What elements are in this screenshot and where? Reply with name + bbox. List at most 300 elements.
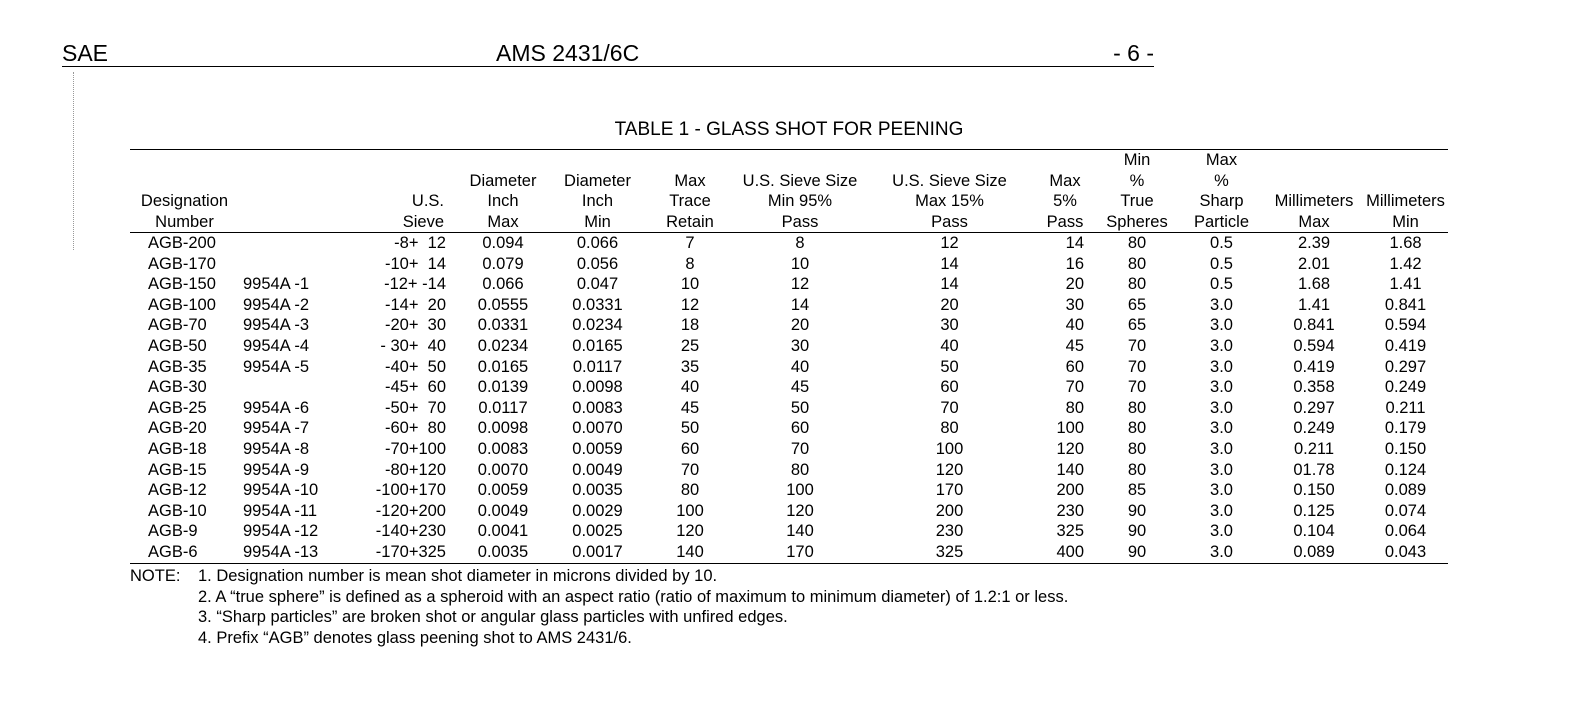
cell-max-trace-retain: 120: [676, 522, 704, 541]
cell-max-trace-retain: 18: [680, 316, 700, 335]
cell-diameter-min: 0.0234: [572, 316, 623, 335]
header-line: [1265, 171, 1363, 192]
cell-sieve-min-95: 8: [795, 234, 805, 252]
cell-diameter-max: 0.0049: [477, 501, 529, 520]
cell-us-sieve: -170+325: [375, 542, 446, 561]
cell-alt-designation: 9954A -5: [243, 357, 310, 376]
cell-min-true-spheres: 80: [1127, 460, 1147, 479]
cell-designation: AGB-100: [148, 295, 216, 314]
cell-designation: AGB-200: [148, 234, 216, 252]
header-line: [865, 150, 1034, 171]
cell-us-sieve: -12+ -14: [384, 275, 446, 294]
cell-max-sharp-particle: 0.5: [1210, 275, 1233, 294]
cell-max-trace-retain: 40: [680, 378, 700, 397]
cell-max-sharp-particle: 3.0: [1210, 460, 1233, 479]
cell-max-5-pass: 20: [1065, 275, 1084, 294]
cell-diameter-min: 0.056: [576, 254, 619, 273]
cell-designation: AGB-35: [148, 357, 207, 376]
cell-alt-designation: 9954A -10: [243, 481, 319, 500]
cell-designation: AGB-30: [148, 378, 207, 397]
cell-diameter-max: 0.0083: [477, 439, 529, 458]
cell-us-sieve: -20+ 30: [384, 316, 446, 335]
header-line: [339, 171, 444, 192]
cell-mm-min: 0.089: [1384, 481, 1427, 500]
column-header-diameter-min: [550, 150, 645, 233]
cell-sieve-min-95: 170: [786, 542, 814, 561]
cell-max-5-pass: 230: [1056, 501, 1084, 520]
cell-sieve-max-15: 60: [940, 378, 959, 397]
cell-max-sharp-particle: 3.0: [1210, 336, 1233, 355]
cell-designation: AGB-25: [148, 398, 207, 417]
cell-alt-designation: 9954A -6: [243, 398, 310, 417]
cell-mm-min: 0.419: [1384, 336, 1427, 355]
cell-diameter-min: 0.066: [576, 234, 619, 252]
cell-sieve-min-95: 10: [790, 254, 810, 273]
cell-diameter-min: 0.0049: [572, 460, 623, 479]
cell-max-trace-retain: 25: [680, 336, 700, 355]
cell-designation: AGB-50: [148, 336, 207, 355]
cell-sieve-max-15: 200: [935, 501, 964, 520]
header-line: Inch: [487, 192, 519, 210]
table-row: [130, 542, 1448, 563]
cell-max-5-pass: 30: [1065, 295, 1084, 314]
cell-sieve-min-95: 140: [786, 522, 814, 541]
header-line: Number: [155, 212, 214, 231]
cell-min-true-spheres: 80: [1127, 419, 1147, 438]
cell-mm-max: 0.594: [1293, 336, 1335, 355]
table-row: [130, 315, 1448, 336]
cell-max-trace-retain: 10: [680, 275, 700, 294]
cell-mm-max: 01.78: [1293, 460, 1335, 479]
header-line: 5%: [1053, 192, 1077, 210]
cell-max-5-pass: 325: [1056, 522, 1084, 541]
cell-min-true-spheres: 90: [1127, 542, 1147, 561]
cell-designation: AGB-170: [148, 254, 216, 273]
column-header-sieve-min-95: [735, 150, 865, 233]
column-header-designation: [130, 150, 239, 233]
column-header-sieve-max-15: [865, 150, 1034, 233]
cell-diameter-max: 0.0139: [477, 378, 529, 397]
cell-mm-max: 1.41: [1297, 295, 1331, 314]
cell-diameter-min: 0.0017: [572, 542, 623, 561]
cell-max-sharp-particle: 0.5: [1210, 234, 1233, 252]
cell-min-true-spheres: 70: [1127, 357, 1147, 376]
table-row: [130, 336, 1448, 357]
cell-min-true-spheres: 80: [1127, 234, 1147, 252]
cell-sieve-max-15: 325: [935, 542, 964, 561]
cell-max-trace-retain: 70: [680, 460, 700, 479]
cell-alt-designation: 9954A -1: [243, 275, 310, 294]
page-header: [62, 40, 1154, 67]
cell-diameter-min: 0.0083: [572, 398, 623, 417]
cell-sieve-max-15: 12: [940, 234, 959, 252]
cell-sieve-max-15: 30: [940, 316, 959, 335]
cell-us-sieve: -100+170: [375, 481, 446, 500]
cell-max-trace-retain: 140: [676, 542, 704, 561]
cell-min-true-spheres: 65: [1127, 316, 1147, 335]
column-header-max-sharp-particle: [1178, 150, 1265, 233]
cell-alt-designation: 9954A -12: [243, 522, 319, 541]
table-row: [130, 377, 1448, 398]
header-line: [239, 191, 339, 212]
cell-mm-max: 0.841: [1293, 316, 1335, 335]
cell-diameter-max: 0.0117: [478, 398, 528, 417]
cell-max-5-pass: 400: [1056, 542, 1084, 561]
cell-us-sieve: -60+ 80: [384, 419, 446, 438]
cell-mm-min: 0.150: [1384, 439, 1427, 458]
header-line: Max: [487, 212, 519, 231]
cell-alt-designation: 9954A -4: [243, 336, 310, 355]
cell-max-trace-retain: 80: [680, 481, 700, 500]
cell-alt-designation: [239, 254, 339, 275]
cell-diameter-min: 0.0070: [572, 419, 623, 438]
header-line: Max: [1049, 171, 1081, 190]
cell-sieve-max-15: 14: [940, 254, 959, 273]
cell-mm-min: 0.124: [1384, 460, 1427, 479]
table-row: [130, 233, 1448, 254]
cell-max-trace-retain: 12: [680, 295, 700, 314]
cell-sieve-min-95: 100: [786, 481, 814, 500]
cell-mm-min: 0.841: [1384, 295, 1427, 314]
table-row: [130, 460, 1448, 481]
cell-max-sharp-particle: 3.0: [1210, 419, 1233, 438]
header-line: U.S. Sieve Size: [742, 171, 858, 190]
cell-designation: AGB-6: [148, 542, 198, 561]
cell-sieve-max-15: 70: [940, 398, 959, 417]
header-line: [735, 150, 865, 171]
cell-mm-max: 0.358: [1293, 378, 1335, 397]
cell-designation: AGB-10: [148, 501, 207, 520]
cell-diameter-max: 0.0059: [477, 481, 529, 500]
header-line: [1034, 150, 1096, 171]
column-header-diameter-max: [456, 150, 550, 233]
header-line: True: [1120, 192, 1154, 210]
cell-sieve-max-15: 120: [935, 460, 964, 479]
header-line: Designation: [140, 192, 229, 210]
cell-alt-designation: [239, 233, 339, 254]
cell-max-5-pass: 120: [1056, 439, 1084, 458]
cell-sieve-min-95: 12: [790, 275, 810, 294]
cell-sieve-min-95: 30: [790, 336, 810, 355]
column-header-max-trace-retain: [645, 150, 735, 233]
header-line: Max: [674, 171, 706, 190]
cell-min-true-spheres: 80: [1127, 439, 1147, 458]
column-header-mm-max: [1265, 150, 1363, 233]
cell-sieve-max-15: 40: [940, 336, 959, 355]
header-line: Min 95%: [767, 192, 833, 210]
cell-mm-max: 0.419: [1293, 357, 1335, 376]
cell-max-trace-retain: 8: [685, 254, 695, 273]
note-2: 2. A “true sphere” is defined as a spheroid with an aspect ratio (ratio of maximum to minimum diameter) of 1.2:1 or less.: [198, 587, 1069, 606]
cell-alt-designation: 9954A -3: [243, 316, 310, 335]
cell-us-sieve: -120+200: [375, 501, 446, 520]
cell-diameter-min: 0.0117: [572, 357, 623, 376]
cell-mm-max: 2.01: [1297, 254, 1331, 273]
cell-sieve-max-15: 20: [940, 295, 959, 314]
cell-min-true-spheres: 80: [1127, 275, 1147, 294]
cell-max-trace-retain: 100: [676, 501, 704, 520]
cell-sieve-min-95: 14: [790, 295, 810, 314]
cell-min-true-spheres: 80: [1127, 398, 1147, 417]
glass-shot-table: [130, 149, 1448, 564]
cell-mm-min: 0.064: [1384, 522, 1427, 541]
cell-sieve-min-95: 40: [790, 357, 810, 376]
cell-mm-max: 0.249: [1293, 419, 1335, 438]
cell-diameter-max: 0.0098: [477, 419, 529, 438]
cell-us-sieve: -8+ 12: [394, 234, 446, 252]
cell-diameter-max: 0.094: [482, 234, 524, 252]
cell-mm-max: 2.39: [1297, 234, 1331, 252]
header-row: [130, 150, 1448, 233]
cell-designation: AGB-9: [148, 522, 198, 541]
cell-mm-min: 0.179: [1384, 419, 1427, 438]
cell-mm-min: 1.41: [1389, 275, 1422, 294]
header-line: [239, 171, 339, 192]
header-line: Max: [1205, 151, 1238, 169]
table-row: [130, 398, 1448, 419]
cell-us-sieve: -70+100: [384, 439, 446, 458]
header-line: [239, 212, 339, 233]
cell-diameter-max: 0.0041: [477, 522, 529, 541]
cell-mm-max: 1.68: [1297, 275, 1331, 294]
table-row: [130, 439, 1448, 460]
header-line: Millimeters: [1274, 192, 1354, 210]
cell-max-5-pass: 40: [1065, 316, 1084, 335]
header-line: [1363, 171, 1448, 192]
cell-sieve-max-15: 100: [935, 439, 964, 458]
cell-alt-designation: 9954A -8: [243, 439, 310, 458]
header-org: SAE: [62, 40, 109, 66]
cell-us-sieve: -50+ 70: [384, 398, 446, 417]
header-line: Millimeters: [1366, 192, 1445, 210]
cell-min-true-spheres: 90: [1127, 522, 1147, 541]
header-line: [1363, 150, 1448, 171]
header-line: Min: [584, 212, 611, 231]
cell-mm-min: 1.42: [1389, 254, 1422, 273]
header-line: [645, 150, 735, 171]
header-line: [339, 150, 444, 171]
notes-label: NOTE:: [130, 567, 181, 585]
header-line: Pass: [1046, 212, 1084, 231]
table-row: [130, 521, 1448, 542]
cell-min-true-spheres: 90: [1127, 501, 1147, 520]
notes: [130, 566, 1068, 648]
cell-sieve-min-95: 120: [786, 501, 814, 520]
header-line: Spheres: [1106, 212, 1168, 231]
cell-max-5-pass: 60: [1065, 357, 1084, 376]
header-line: Diameter: [564, 171, 631, 190]
cell-diameter-min: 0.0035: [572, 481, 623, 500]
header-line: Particle: [1193, 212, 1250, 231]
header-line: U.S. Sieve Size: [892, 171, 1007, 190]
cell-mm-min: 0.211: [1385, 398, 1426, 417]
cell-diameter-min: 0.0029: [572, 501, 623, 520]
cell-min-true-spheres: 80: [1127, 254, 1147, 273]
cell-diameter-max: 0.0555: [477, 295, 529, 314]
cell-max-trace-retain: 35: [680, 357, 700, 376]
header-line: Trace: [669, 192, 711, 210]
cell-max-5-pass: 14: [1065, 234, 1084, 252]
cell-sieve-min-95: 50: [790, 398, 810, 417]
cell-diameter-max: 0.0070: [477, 460, 529, 479]
cell-alt-designation: 9954A -13: [243, 542, 319, 561]
cell-designation: AGB-15: [148, 460, 207, 479]
column-header-alt-designation: [239, 150, 339, 233]
table-row: [130, 295, 1448, 316]
cell-max-sharp-particle: 3.0: [1210, 398, 1233, 417]
column-header-max-5-pass: [1034, 150, 1096, 233]
cell-sieve-min-95: 45: [790, 378, 810, 397]
cell-mm-max: 0.104: [1293, 522, 1335, 541]
cell-us-sieve: -45+ 60: [384, 378, 446, 397]
header-line: Max: [1298, 212, 1330, 231]
cell-sieve-max-15: 14: [940, 275, 959, 294]
cell-sieve-min-95: 70: [790, 439, 810, 458]
header-line: [130, 171, 239, 192]
cell-max-5-pass: 45: [1065, 336, 1084, 355]
cell-diameter-min: 0.047: [576, 275, 619, 294]
cell-mm-min: 0.297: [1384, 357, 1427, 376]
cell-max-sharp-particle: 3.0: [1210, 481, 1233, 500]
cell-mm-max: 0.150: [1293, 481, 1335, 500]
cell-max-trace-retain: 50: [680, 419, 700, 438]
cell-max-5-pass: 140: [1056, 460, 1084, 479]
cell-alt-designation: 9954A -11: [243, 501, 318, 520]
cell-mm-min: 0.594: [1384, 316, 1427, 335]
header-page-number: - 6 -: [1113, 40, 1154, 66]
header-line: [1265, 150, 1363, 171]
header-line: Max 15%: [915, 192, 984, 210]
note-4: 4. Prefix “AGB” denotes glass peening shot to AMS 2431/6.: [198, 628, 632, 647]
cell-max-5-pass: 200: [1056, 481, 1084, 500]
header-spec-number: AMS 2431/6C: [496, 40, 640, 66]
cell-max-5-pass: 16: [1065, 254, 1084, 273]
cell-min-true-spheres: 70: [1127, 336, 1147, 355]
cell-designation: AGB-70: [148, 316, 207, 335]
table-row: [130, 274, 1448, 295]
cell-max-sharp-particle: 3.0: [1210, 316, 1233, 335]
header-line: Diameter: [469, 171, 537, 190]
cell-max-sharp-particle: 0.5: [1210, 254, 1233, 273]
cell-diameter-min: 0.0331: [572, 295, 623, 314]
column-header-mm-min: [1363, 150, 1448, 233]
cell-us-sieve: -10+ 14: [384, 254, 446, 273]
cell-diameter-min: 0.0165: [572, 336, 623, 355]
column-header-us-sieve: [339, 150, 456, 233]
cell-min-true-spheres: 65: [1127, 295, 1147, 314]
table-row: [130, 418, 1448, 439]
cell-sieve-min-95: 60: [790, 419, 810, 438]
cell-sieve-max-15: 170: [935, 481, 964, 500]
cell-max-sharp-particle: 3.0: [1210, 439, 1233, 458]
cell-max-sharp-particle: 3.0: [1210, 295, 1233, 314]
cell-max-sharp-particle: 3.0: [1210, 378, 1233, 397]
header-line: U.S.: [411, 192, 444, 210]
cell-max-sharp-particle: 3.0: [1210, 501, 1233, 520]
cell-designation: AGB-12: [148, 481, 207, 500]
cell-max-trace-retain: 7: [685, 234, 695, 252]
header-line: [130, 150, 239, 171]
cell-max-sharp-particle: 3.0: [1210, 522, 1233, 541]
header-line: Sharp: [1199, 192, 1244, 210]
header-line: %: [1129, 171, 1145, 190]
table-title: TABLE 1 - GLASS SHOT FOR PEENING: [614, 119, 964, 140]
cell-mm-min: 0.043: [1384, 542, 1427, 561]
cell-max-5-pass: 100: [1056, 419, 1084, 438]
cell-sieve-min-95: 20: [790, 316, 810, 335]
cell-max-sharp-particle: 3.0: [1210, 542, 1233, 561]
cell-us-sieve: -80+120: [384, 460, 446, 479]
cell-min-true-spheres: 85: [1127, 481, 1147, 500]
header-line: Retain: [666, 212, 714, 231]
cell-max-sharp-particle: 3.0: [1210, 357, 1233, 376]
table-row: [130, 480, 1448, 501]
header-line: Sieve: [402, 212, 444, 231]
cell-alt-designation: 9954A -7: [243, 419, 310, 438]
cell-mm-max: 0.211: [1293, 439, 1335, 458]
column-header-min-true-spheres: [1096, 150, 1178, 233]
header-line: [456, 150, 550, 171]
header-line: [550, 150, 645, 171]
header-line: Pass: [781, 212, 819, 231]
cell-mm-max: 0.089: [1293, 542, 1335, 561]
table-row: [130, 501, 1448, 522]
cell-us-sieve: -40+ 50: [384, 357, 446, 376]
cell-us-sieve: -140+230: [375, 522, 446, 541]
cell-alt-designation: 9954A -9: [243, 460, 310, 479]
cell-sieve-min-95: 80: [790, 460, 810, 479]
cell-mm-min: 0.249: [1384, 378, 1427, 397]
cell-diameter-min: 0.0025: [572, 522, 623, 541]
cell-diameter-max: 0.0035: [477, 542, 529, 561]
table-row: [130, 254, 1448, 275]
cell-us-sieve: -14+ 20: [384, 295, 446, 314]
cell-designation: AGB-150: [148, 275, 216, 294]
cell-mm-max: 0.125: [1293, 501, 1335, 520]
header-line: %: [1214, 171, 1229, 190]
cell-max-trace-retain: 60: [680, 439, 700, 458]
cell-sieve-max-15: 80: [940, 419, 959, 438]
header-line: [239, 150, 339, 171]
cell-designation: AGB-20: [148, 419, 207, 438]
note-3: 3. “Sharp particles” are broken shot or angular glass particles with unfired edges.: [198, 608, 788, 626]
cell-diameter-max: 0.0331: [477, 316, 529, 335]
table-row: [130, 357, 1448, 378]
cell-max-5-pass: 70: [1065, 378, 1084, 397]
cell-diameter-max: 0.0234: [477, 336, 529, 355]
cell-max-5-pass: 80: [1065, 398, 1084, 417]
margin-dots: [73, 72, 74, 250]
cell-mm-min: 1.68: [1389, 234, 1422, 252]
cell-diameter-max: 0.0165: [477, 357, 529, 376]
cell-designation: AGB-18: [148, 439, 207, 458]
note-1: 1. Designation number is mean shot diameter in microns divided by 10.: [198, 567, 718, 585]
header-line: Min: [1123, 151, 1151, 169]
cell-max-trace-retain: 45: [680, 398, 700, 417]
table-body: [130, 233, 1448, 564]
cell-diameter-min: 0.0059: [572, 439, 623, 458]
header-line: Pass: [931, 212, 968, 231]
header-line: Min: [1392, 212, 1419, 231]
cell-sieve-max-15: 50: [940, 357, 959, 376]
cell-min-true-spheres: 70: [1127, 378, 1147, 397]
cell-us-sieve: - 30+ 40: [380, 336, 446, 355]
cell-alt-designation: 9954A -2: [243, 295, 310, 314]
header-line: Inch: [581, 192, 614, 210]
cell-diameter-max: 0.066: [482, 275, 524, 294]
cell-mm-max: 0.297: [1293, 398, 1335, 417]
cell-diameter-min: 0.0098: [572, 378, 623, 397]
